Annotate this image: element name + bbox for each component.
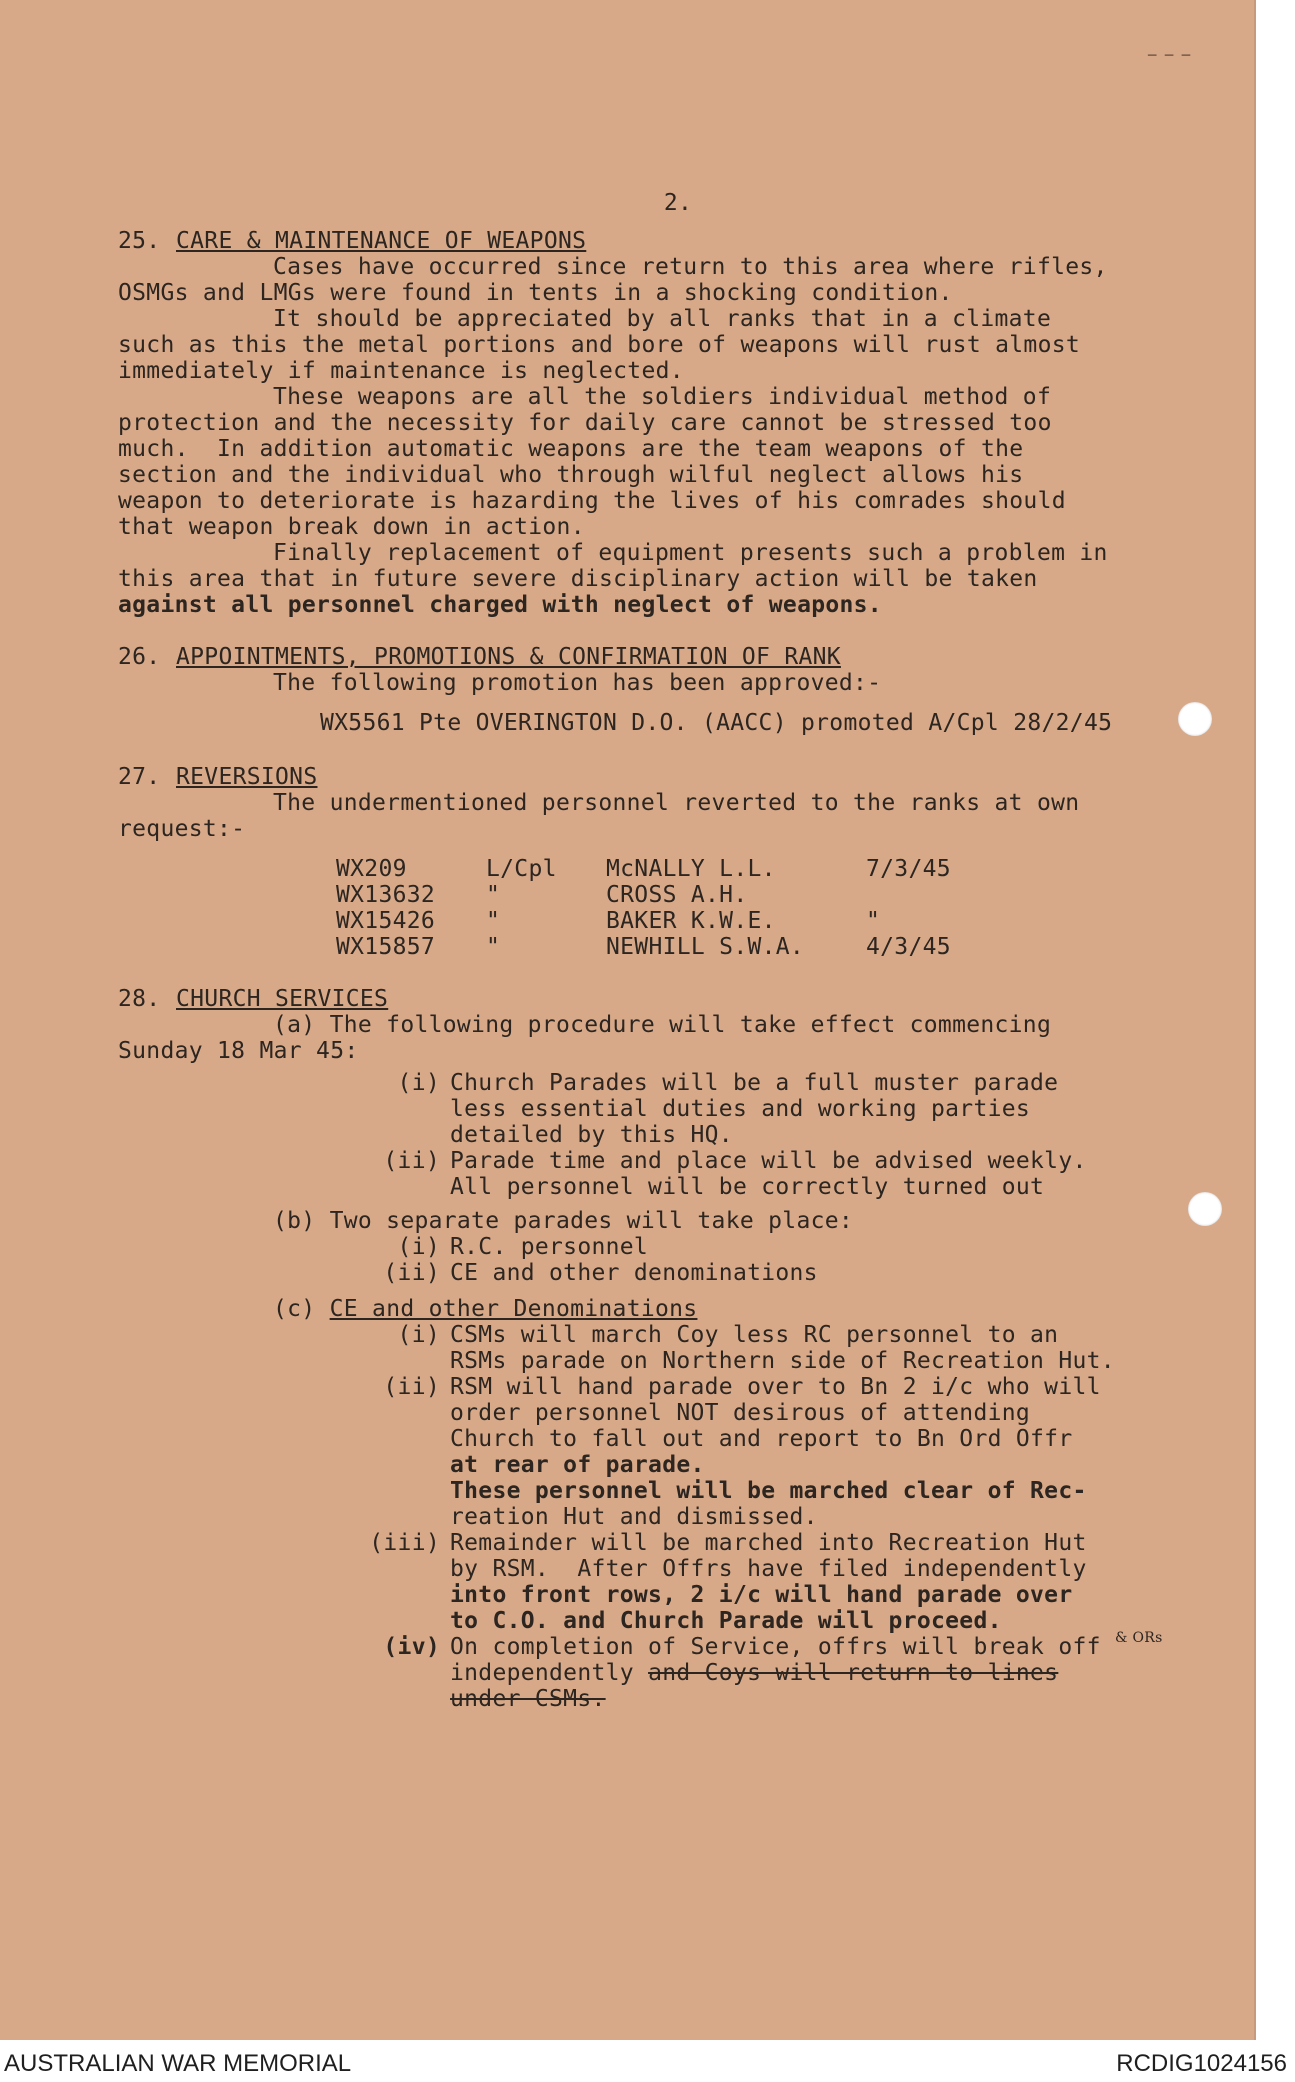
handwritten-insert: & ORs — [1114, 1630, 1163, 1646]
rank: " — [486, 882, 501, 908]
name: McNALLY L.L. — [606, 856, 776, 882]
date: 4/3/45 — [866, 934, 951, 960]
text-line: weapon to deteriorate is hazarding the lives of his comrades should — [118, 488, 1066, 514]
text-span: independently — [450, 1660, 649, 1686]
service-number: WX15857 — [336, 934, 436, 960]
text-line: Church to fall out and report to Bn Ord Offr — [450, 1426, 1073, 1452]
date: 7/3/45 — [866, 856, 951, 882]
list-item — [118, 1234, 1178, 1260]
service-number: WX15426 — [336, 908, 436, 934]
footer-institution: AUSTRALIAN WAR MEMORIAL — [4, 2050, 352, 2077]
list-item — [118, 1322, 1178, 1374]
text-line: immediately if maintenance is neglected. — [118, 358, 684, 384]
item-label: (ii) — [383, 1260, 440, 1286]
list-item — [118, 1260, 1178, 1286]
text-line: protection and the necessity for daily care cannot be stressed too — [118, 410, 1052, 436]
text-line: at rear of parade. — [450, 1452, 705, 1478]
list-item — [118, 1070, 1178, 1148]
text-line: to C.O. and Church Parade will proceed. — [450, 1608, 1002, 1634]
text-line: section and the individual who through wilful neglect allows his — [118, 462, 1024, 488]
section-26-heading — [118, 644, 1178, 670]
text-line: Cases have occurred since return to this area where rifles, — [273, 254, 1108, 280]
text-line: by RSM. After Offrs have filed independently — [450, 1556, 1087, 1582]
list-item — [118, 1148, 1178, 1200]
item-label: (i) — [397, 1234, 440, 1260]
spacer — [118, 960, 1178, 986]
rank: " — [486, 934, 501, 960]
text-line: request:- — [118, 816, 246, 842]
section-title: CARE & MAINTENANCE OF WEAPONS — [176, 228, 587, 254]
text-line: reation Hut and dismissed. — [450, 1504, 818, 1530]
text-line: (b) Two separate parades will take place: — [273, 1208, 854, 1234]
spacer — [118, 736, 1178, 764]
list-item — [118, 1530, 1178, 1634]
item-label: (ii) — [383, 1374, 440, 1400]
text-line: The following promotion has been approved:- — [273, 670, 882, 696]
text-line: RSM will hand parade over to Bn 2 i/c who will — [450, 1374, 1101, 1400]
date: " — [866, 908, 881, 934]
struck-text: and Coys will return to lines — [648, 1660, 1059, 1686]
service-number: WX13632 — [336, 882, 436, 908]
text-line: Sunday 18 Mar 45: — [118, 1038, 359, 1064]
list-item — [118, 1374, 1178, 1530]
section-27-heading — [118, 764, 1178, 790]
text-line: Church Parades will be a full muster parade — [450, 1070, 1059, 1096]
item-label: (i) — [397, 1070, 440, 1096]
item-label: (ii) — [383, 1148, 440, 1174]
text-line — [450, 1660, 1163, 1686]
reversion-row — [118, 934, 1178, 960]
section-title: APPOINTMENTS, PROMOTIONS & CONFIRMATION OF RANK — [176, 644, 841, 670]
text-line: These weapons are all the soldiers individual method of — [273, 384, 1052, 410]
section-number: 25. — [118, 228, 161, 254]
reversion-row — [118, 908, 1178, 934]
spacer — [118, 1286, 1178, 1296]
subsection-title: CE and other Denominations — [329, 1296, 698, 1322]
spacer — [118, 618, 1178, 644]
text-line: R.C. personnel — [450, 1234, 649, 1260]
section-title: CHURCH SERVICES — [176, 986, 389, 1012]
item-label: (iii) — [369, 1530, 440, 1556]
section-25-heading — [118, 228, 1178, 254]
section-28-heading — [118, 986, 1178, 1012]
text-line: Finally replacement of equipment presents such a problem in — [273, 540, 1108, 566]
name: NEWHILL S.W.A. — [606, 934, 805, 960]
subsection-heading — [118, 1296, 1178, 1322]
page-number: 2. — [663, 190, 693, 216]
service-number: WX209 — [336, 856, 407, 882]
text-line: such as this the metal portions and bore of weapons will rust almost — [118, 332, 1081, 358]
text-line: CSMs will march Coy less RC personnel to an — [450, 1322, 1059, 1348]
text-line: These personnel will be marched clear of Rec- — [450, 1478, 1087, 1504]
text-line: that weapon break down in action. — [118, 514, 585, 540]
text-line: this area that in future severe disciplinary action will be taken — [118, 566, 1038, 592]
text-line: against all personnel charged with neglect of weapons. — [118, 592, 882, 618]
text-line: The undermentioned personnel reverted to the ranks at own — [273, 790, 1080, 816]
item-label: (iv) — [383, 1634, 440, 1660]
document-body — [118, 190, 1178, 1712]
section-number: 26. — [118, 644, 161, 670]
text-line: (a) The following procedure will take effect commencing — [273, 1012, 1052, 1038]
text-line: Remainder will be marched into Recreation Hut — [450, 1530, 1087, 1556]
text-span: On completion of Service, offrs will break off — [450, 1634, 1101, 1660]
text-line: RSMs parade on Northern side of Recreation Hut. — [450, 1348, 1115, 1374]
list-item — [118, 1630, 1178, 1712]
text-line: It should be appreciated by all ranks that in a climate — [273, 306, 1052, 332]
text-line: Parade time and place will be advised weekly. — [450, 1148, 1087, 1174]
text-line — [450, 1630, 1163, 1660]
section-number: 27. — [118, 764, 161, 790]
reversion-row — [118, 856, 1178, 882]
item-label: (i) — [397, 1322, 440, 1348]
text-line: order personnel NOT desirous of attending — [450, 1400, 1031, 1426]
struck-text: under CSMs. — [450, 1686, 606, 1712]
footer-record-id: RCDIG1024156 — [1116, 2050, 1287, 2077]
pencil-mark: ─ ─ ─ — [1148, 48, 1191, 64]
name: CROSS A.H. — [606, 882, 748, 908]
punch-hole-bottom — [1188, 1192, 1222, 1226]
text-line: All personnel will be correctly turned out — [450, 1174, 1045, 1200]
text-line: CE and other denominations — [450, 1260, 818, 1286]
text-line: less essential duties and working parties — [450, 1096, 1031, 1122]
text-line: detailed by this HQ. — [450, 1122, 733, 1148]
text-line: much. In addition automatic weapons are the team weapons of the — [118, 436, 1024, 462]
spacer — [118, 842, 1178, 856]
section-title: REVERSIONS — [176, 764, 318, 790]
punch-hole-top — [1178, 702, 1212, 736]
rank: L/Cpl — [486, 856, 557, 882]
text-line: OSMGs and LMGs were found in tents in a shocking condition. — [118, 280, 953, 306]
text-line: into front rows, 2 i/c will hand parade over — [450, 1582, 1073, 1608]
reversion-row — [118, 882, 1178, 908]
rank: " — [486, 908, 501, 934]
footer-bar — [0, 2046, 1295, 2082]
promotion-entry: WX5561 Pte OVERINGTON D.O. (AACC) promoted A/Cpl 28/2/45 — [320, 710, 1113, 736]
name: BAKER K.W.E. — [606, 908, 776, 934]
subsection-label: (c) — [273, 1296, 316, 1322]
spacer — [118, 1200, 1178, 1208]
section-number: 28. — [118, 986, 161, 1012]
spacer — [118, 696, 1178, 710]
